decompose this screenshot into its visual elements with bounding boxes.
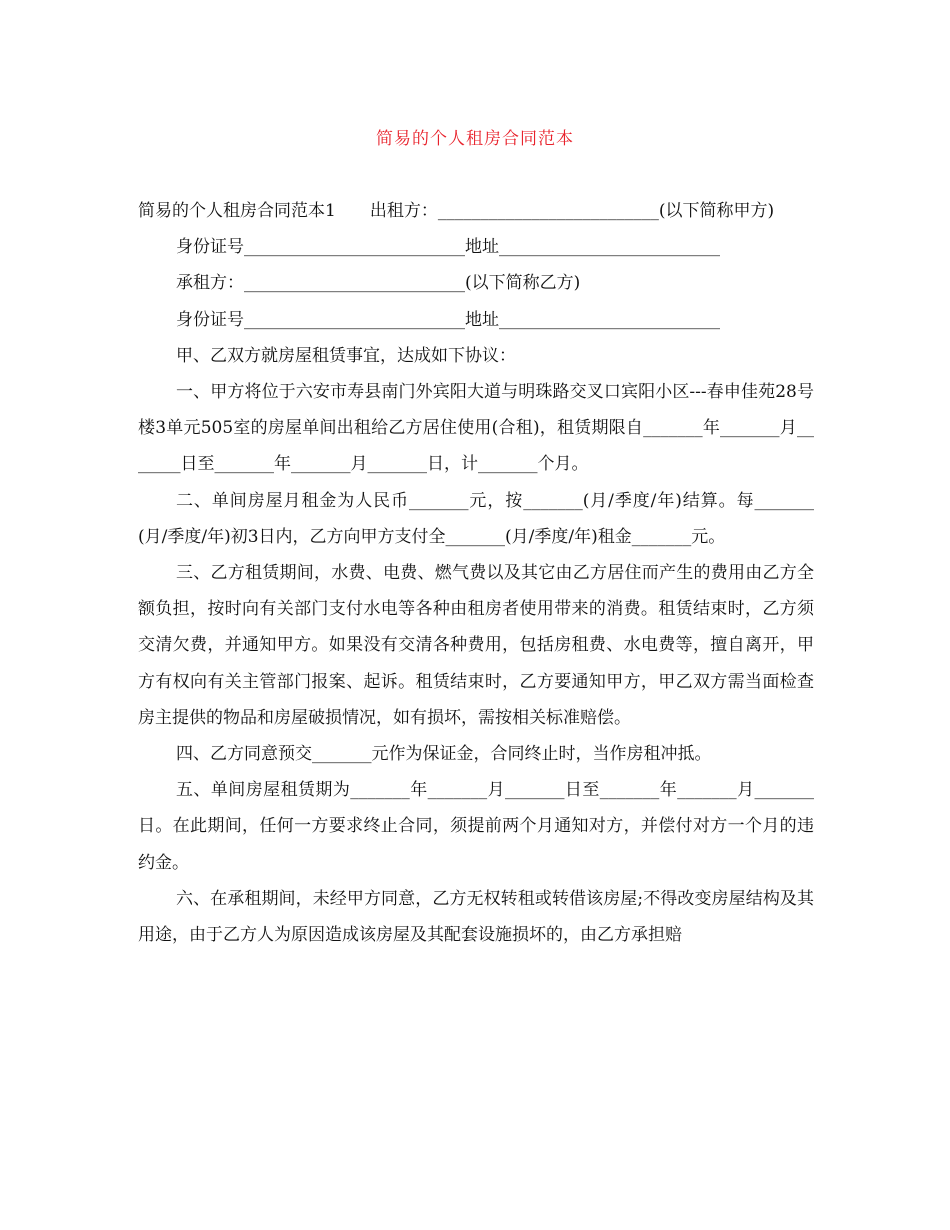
lessor-id-address: 身份证号__________________________地址__________________________	[176, 237, 720, 258]
agreement-intro: 甲、乙双方就房屋租赁事宜，达成如下协议：	[176, 345, 516, 366]
lessee-id-address: 身份证号__________________________地址__________________________	[176, 309, 720, 330]
clause-2: 二、单间房屋月租金为人民币_______元，按_______(月/季度/年)结算。每_______(月/季度/年)初3日内，乙方向甲方支付全_______(月/季度/年)租金_______元。	[138, 490, 814, 547]
clause-6: 六、在承租期间，未经甲方同意，乙方无权转租或转借该房屋;不得改变房屋结构及其用途，由于乙方人为原因造成该房屋及其配套设施损坏的，由乙方承担赔	[138, 888, 814, 946]
document-body	[138, 193, 814, 953]
clause-5: 五、单间房屋租赁期为_______年_______月_______日至_______年_______月_______日。在此期间，任何一方要求终止合同，须提前两个月通知对方，并偿付对方一个月的违约金。	[138, 780, 814, 873]
lessee-line: 承租方：__________________________(以下简称乙方)	[176, 273, 581, 294]
clause-3: 三、乙方租赁期间，水费、电费、燃气费以及其它由乙方居住而产生的费用由乙方全额负担，按时向有关部门支付水电等各种由租房者使用带来的消费。租赁结束时，乙方须交清欠费，并通知甲方。如果没有交清各种费用，包括房租费、水电费等，擅自离开，甲方有权向有关主管部门报案、起诉。租赁结束时，乙方要通知甲方，甲乙双方需当面检查房主提供的物品和房屋破损情况，如有损坏，需按相关标准赔偿。	[138, 563, 814, 728]
clause-1: 一、甲方将位于六安市寿县南门外宾阳大道与明珠路交叉口宾阳小区---春申佳苑28号楼3单元505室的房屋单间出租给乙方居住使用(合租)，租赁期限自_______年_______月_______日至_______年_______月_______日，计_______个月。	[138, 382, 814, 475]
document-title: 简易的个人租房合同范本	[376, 129, 574, 149]
clause-4: 四、乙方同意预交_______元作为保证金，合同终止时，当作房租冲抵。	[176, 744, 712, 765]
contract-heading-lessor: 简易的个人租房合同范本1 出租方：__________________________(以下简称甲方)	[138, 201, 775, 221]
